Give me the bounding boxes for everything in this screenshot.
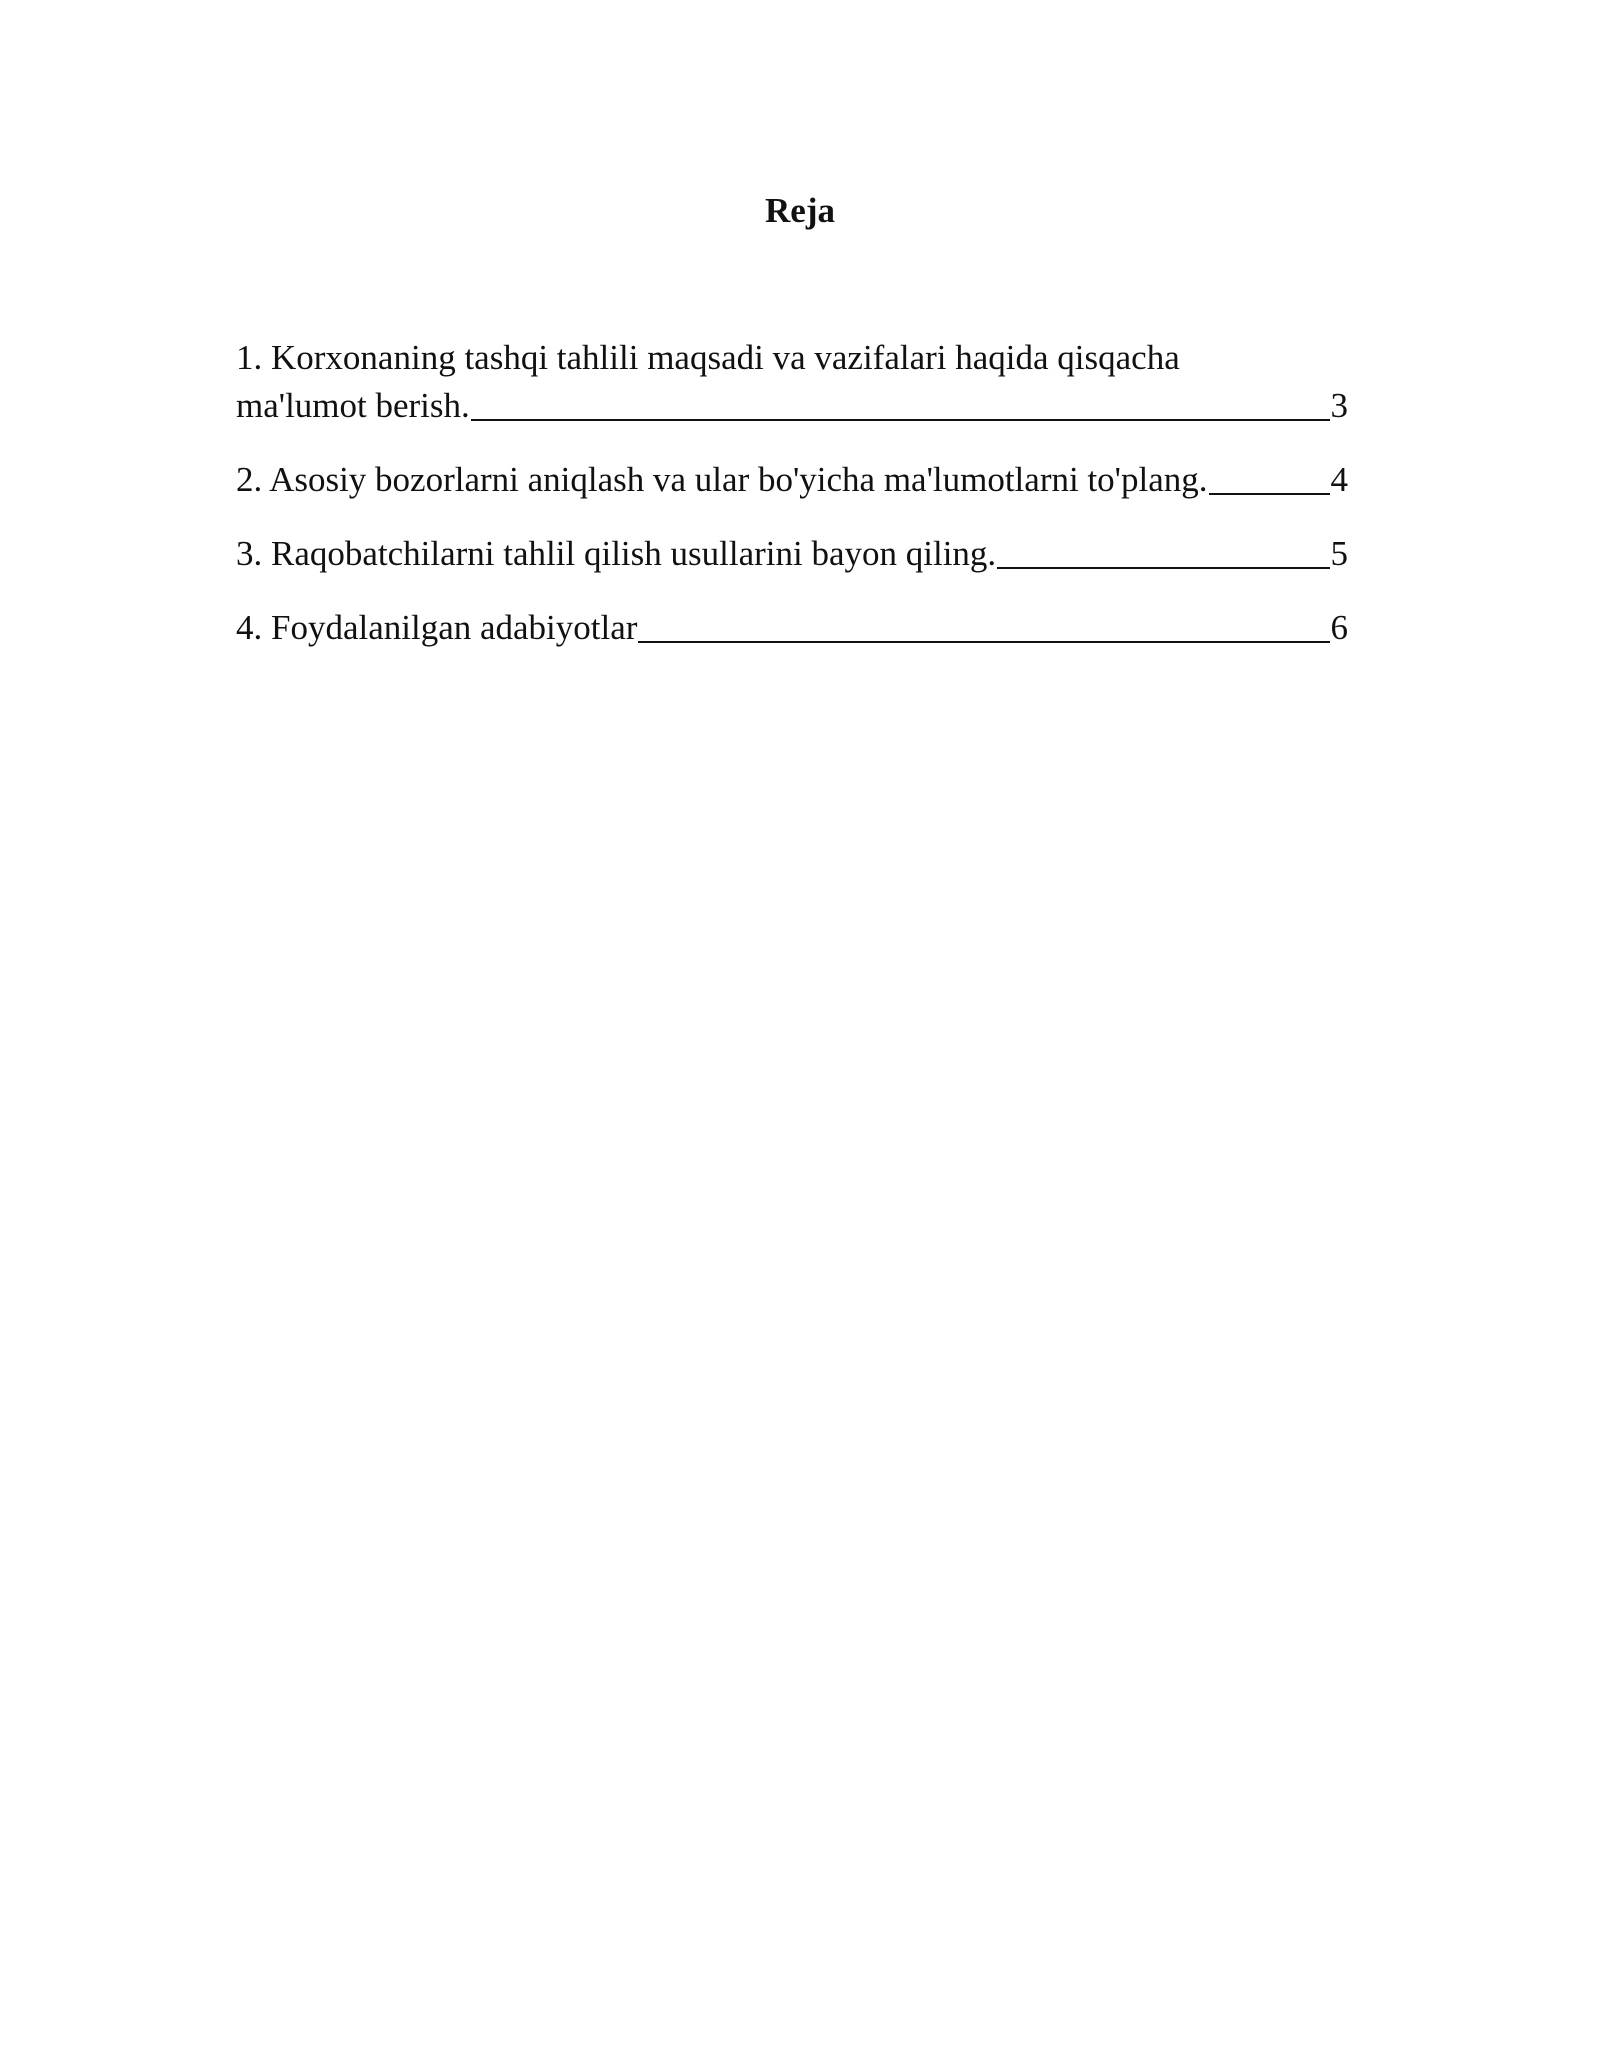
toc-entry-text: 4. Foydalanilgan adabiyotlar bbox=[236, 608, 638, 647]
toc-entry-2 bbox=[236, 456, 1348, 504]
toc-entry-text: 2. Asosiy bozorlarni aniqlash va ular bo'yicha ma'lumotlarni to'plang. bbox=[236, 460, 1208, 499]
page-title: Reja bbox=[765, 191, 835, 230]
toc-page-number: 4 bbox=[1330, 460, 1348, 499]
toc-page-number: 6 bbox=[1330, 608, 1348, 647]
toc-entry-4 bbox=[236, 604, 1348, 652]
dot-leader bbox=[997, 567, 1329, 569]
dot-leader bbox=[1209, 493, 1330, 495]
dot-leader bbox=[638, 641, 1329, 643]
toc-entry-text: ma'lumot berish. bbox=[236, 386, 470, 425]
table-of-contents bbox=[236, 334, 1348, 678]
toc-page-number: 5 bbox=[1330, 534, 1348, 573]
dot-leader bbox=[471, 419, 1330, 421]
toc-entry-last-line bbox=[236, 456, 1348, 504]
toc-entry-text: 3. Raqobatchilarni tahlil qilish usullarini bayon qiling. bbox=[236, 534, 997, 573]
toc-entry-1 bbox=[236, 334, 1348, 430]
toc-page-number: 3 bbox=[1330, 386, 1348, 425]
toc-entry-3 bbox=[236, 530, 1348, 578]
toc-entry-last-line bbox=[236, 604, 1348, 652]
toc-entry-last-line bbox=[236, 530, 1348, 578]
toc-entry-text-line1: 1. Korxonaning tashqi tahlili maqsadi va vazifalari haqida qisqacha bbox=[236, 338, 1180, 377]
toc-entry-last-line bbox=[236, 382, 1348, 430]
